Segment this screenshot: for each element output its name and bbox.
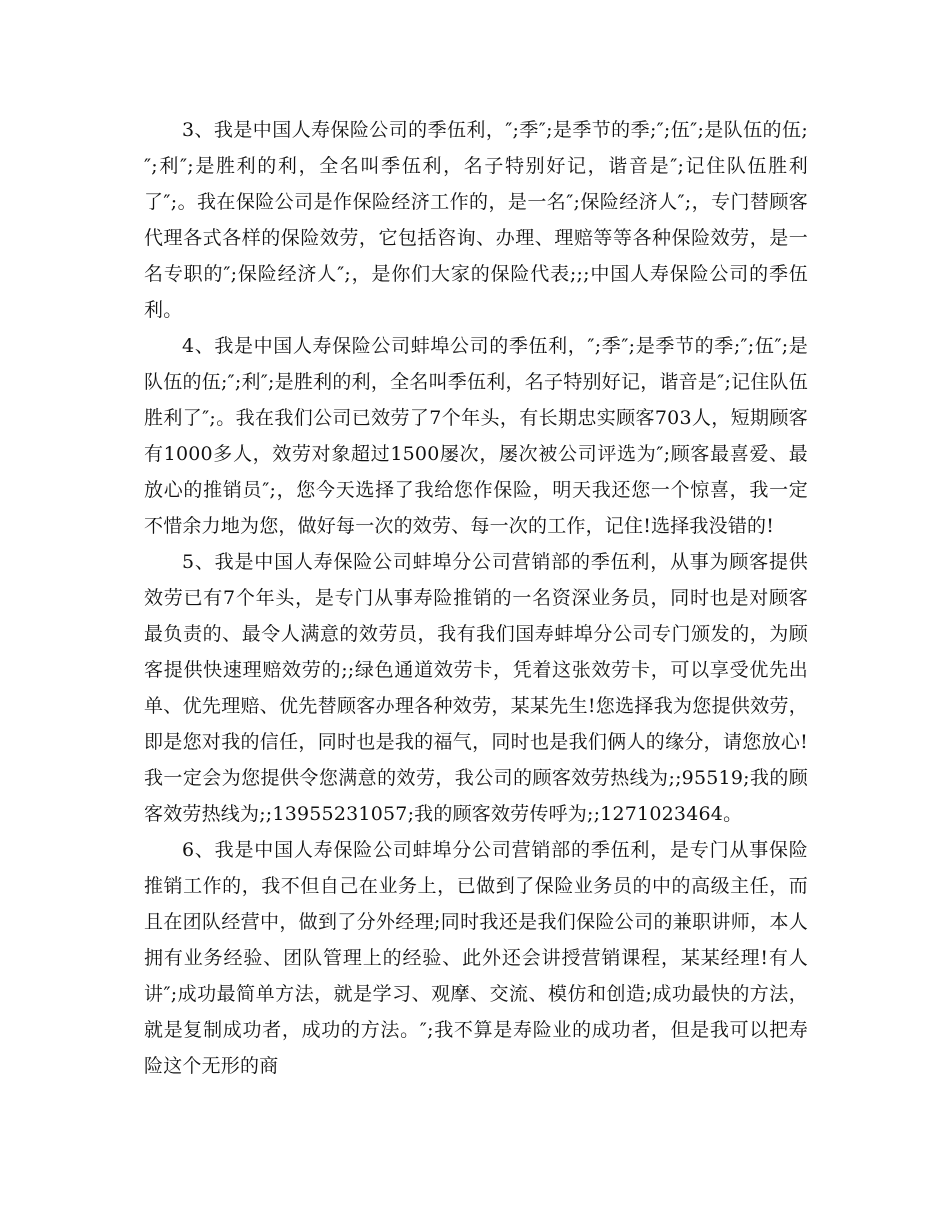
paragraph-4: 4、我是中国人寿保险公司蚌埠公司的季伍利，″;季″;是季节的季;″;伍″;是队伍的伍;″;利″;是胜利的利，全名叫季伍利，名子特别好记，谐音是″;记住队伍胜利了″;。我在我们公司已效劳了7个年头，有长期忠实顾客703人，短期顾客有1000多人，效劳对象超过1500屡次，屡次被公司评选为″;顾客最喜爱、最放心的推销员″;，您今天选择了我给您作保险，明天我还您一个惊喜，我一定不惜余力地为您，做好每一次的效劳、每一次的工作，记住!选择我没错的! <box>144 335 808 537</box>
paragraph-5: 5、我是中国人寿保险公司蚌埠分公司营销部的季伍利，从事为顾客提供效劳已有7个年头，是专门从事寿险推销的一名资深业务员，同时也是对顾客最负责的、最令人满意的效劳员，我有我们国寿蚌埠分公司专门颁发的，为顾客提供快速理赔效劳的;;绿色通道效劳卡，凭着这张效劳卡，可以享受优先出单、优先理赔、优先替顾客办理各种效劳，某某先生!您选择我为您提供效劳，即是您对我的信任，同时也是我的福气，同时也是我们俩人的缘分，请您放心!我一定会为您提供令您满意的效劳，我公司的顾客效劳热线为;;95519;我的顾客效劳热线为;;13955231057;我的顾客效劳传呼为;;1271023464。 <box>144 551 808 825</box>
paragraph-6: 6、我是中国人寿保险公司蚌埠分公司营销部的季伍利，是专门从事保险推销工作的，我不但自己在业务上，已做到了保险业务员的中的高级主任，而且在团队经营中，做到了分外经理;同时我还是我们保险公司的兼职讲师，本人拥有业务经验、团队管理上的经验、此外还会讲授营销课程，某某经理!有人讲″;成功最简单方法，就是学习、观摩、交流、模仿和创造;成功最快的方法，就是复制成功者，成功的方法。″;我不算是寿险业的成功者，但是我可以把寿险这个无形的商 <box>144 839 808 1077</box>
document-page <box>144 112 808 1084</box>
paragraph-3: 3、我是中国人寿保险公司的季伍利，″;季″;是季节的季;″;伍″;是队伍的伍;″;利″;是胜利的利，全名叫季伍利，名子特别好记，谐音是″;记住队伍胜利了″;。我在保险公司是作保险经济工作的，是一名″;保险经济人″;，专门替顾客代理各式各样的保险效劳，它包括咨询、办理、理赔等等各种保险效劳，是一名专职的″;保险经济人″;，是你们大家的保险代表;;;中国人寿保险公司的季伍利。 <box>144 119 808 321</box>
